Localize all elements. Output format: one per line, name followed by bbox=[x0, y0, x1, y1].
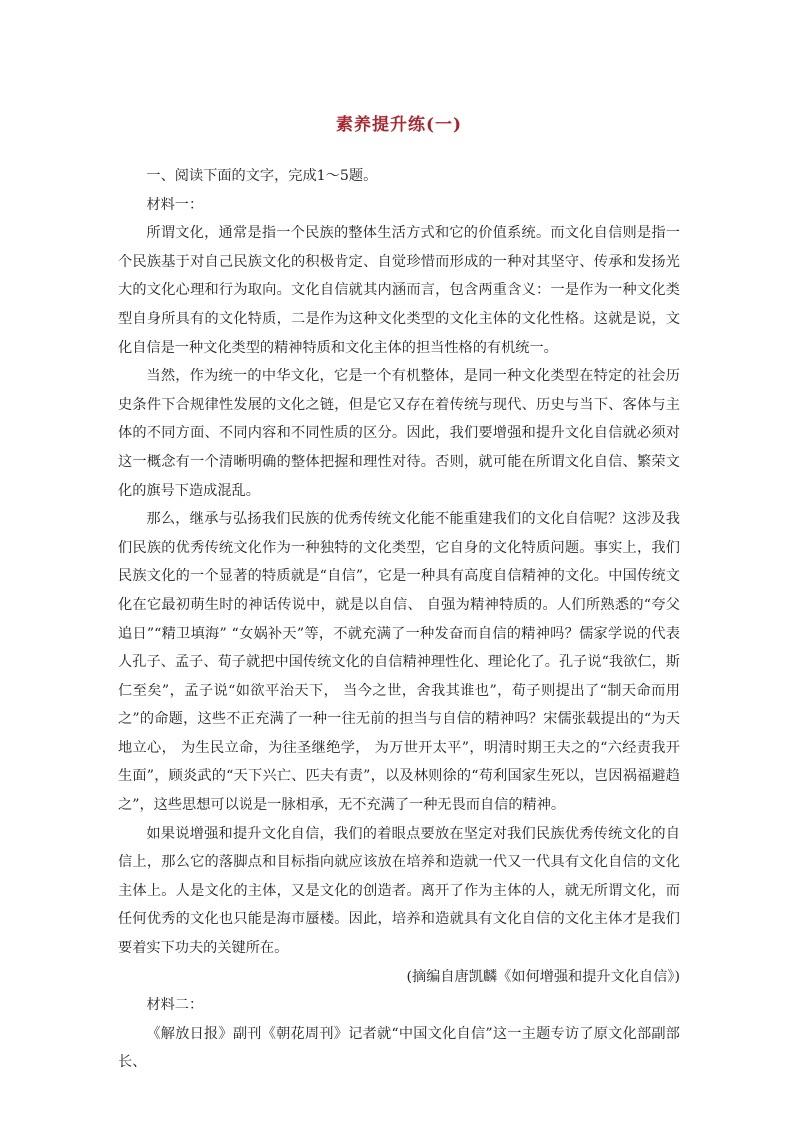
material-two-label: 材料二： bbox=[146, 997, 204, 1014]
document-title: 素养提升练(一) bbox=[335, 115, 463, 135]
material-one-label: 材料一： bbox=[146, 196, 204, 213]
paragraph: 如果说增强和提升文化自信，我们的着眼点要放在坚定对我们民族优秀传统文化的自信上，那么它的落脚点和目标指向就应该放在培养和造就一代又一代具有文化自信的文化主体上。人是文化的主体，又是文化的创造者。离开了作为主体的人，就无所谓文化，而任何优秀的文化也只能是海市蜃楼。因此，培养和造就具有文化自信的文化主体才是我们要着实下功夫的关键所在。 bbox=[118, 825, 680, 957]
paragraph: 那么，继承与弘扬我们民族的优秀传统文化能不能重建我们的文化自信呢？这涉及我们民族的优秀传统文化作为一种独特的文化类型，它自身的文化特质问题。事实上，我们民族文化的一个显著的特质就是“自信”，它是一种具有高度自信精神的文化。中国传统文化在它最初萌生时的神话传说中，就是以自信、 自强为精神特质的。人们所熟悉的“夸父追日”“精卫填海” “女娲补天”等，不就充满了一种发奋而自信的精神吗？儒家学说的代表人孔子、孟子、荀子就把中国传统文化的自信精神理性化、理论化了。孔子说“我欲仁，斯仁至矣”，孟子说“如欲平治天下， 当今之世，舍我其谁也”，荀子则提出了“制天命而用之”的命题，这些不正充满了一种一往无前的担当与自信的精神吗？宋儒张载提出的“为天地立心， 为生民立命，为往圣继绝学， 为万世开太平”，明清时期王夫之的“六经责我开生面”，顾炎武的“天下兴亡、匹夫有责”，以及林则徐的“苟利国家生死以，岂因祸福避趋之”，这些思想可以说是一脉相承，无不充满了一种无畏而自信的精神。 bbox=[118, 511, 680, 814]
document-body bbox=[118, 162, 680, 1077]
paragraph: 当然，作为统一的中华文化，它是一个有机整体，是同一种文化类型在特定的社会历史条件下合规律性发展的文化之链，但是它又存在着传统与现代、历史与当下、客体与主体的不同方面、不同内容和不同性质的区分。因此，我们要增强和提升文化自信就必须对这一概念有一个清晰明确的整体把握和理性对待。否则，就可能在所谓文化自信、繁荣文化的旗号下造成混乱。 bbox=[118, 368, 680, 499]
source-citation: (摘编自唐凯麟《如何增强和提升文化自信》) bbox=[406, 968, 680, 985]
paragraph: 《解放日报》副刊《朝花周刊》记者就“中国文化自信”这一主题专访了原文化部副部长、 bbox=[118, 1025, 680, 1071]
paragraph: 所谓文化，通常是指一个民族的整体生活方式和它的价值系统。而文化自信则是指一个民族基于对自己民族文化的积极肯定、自觉珍惜而形成的一种对其坚守、传承和发扬光大的文化心理和行为取向。文化自信就其内涵而言，包含两重含义：一是作为一种文化类型自身所具有的文化特质，二是作为这种文化类型的文化主体的文化性格。这就是说，文化自信是一种文化类型的精神特质和文化主体的担当性格的有机统一。 bbox=[118, 225, 680, 356]
question-instruction: 一、阅读下面的文字，完成1～5题。 bbox=[146, 168, 378, 184]
